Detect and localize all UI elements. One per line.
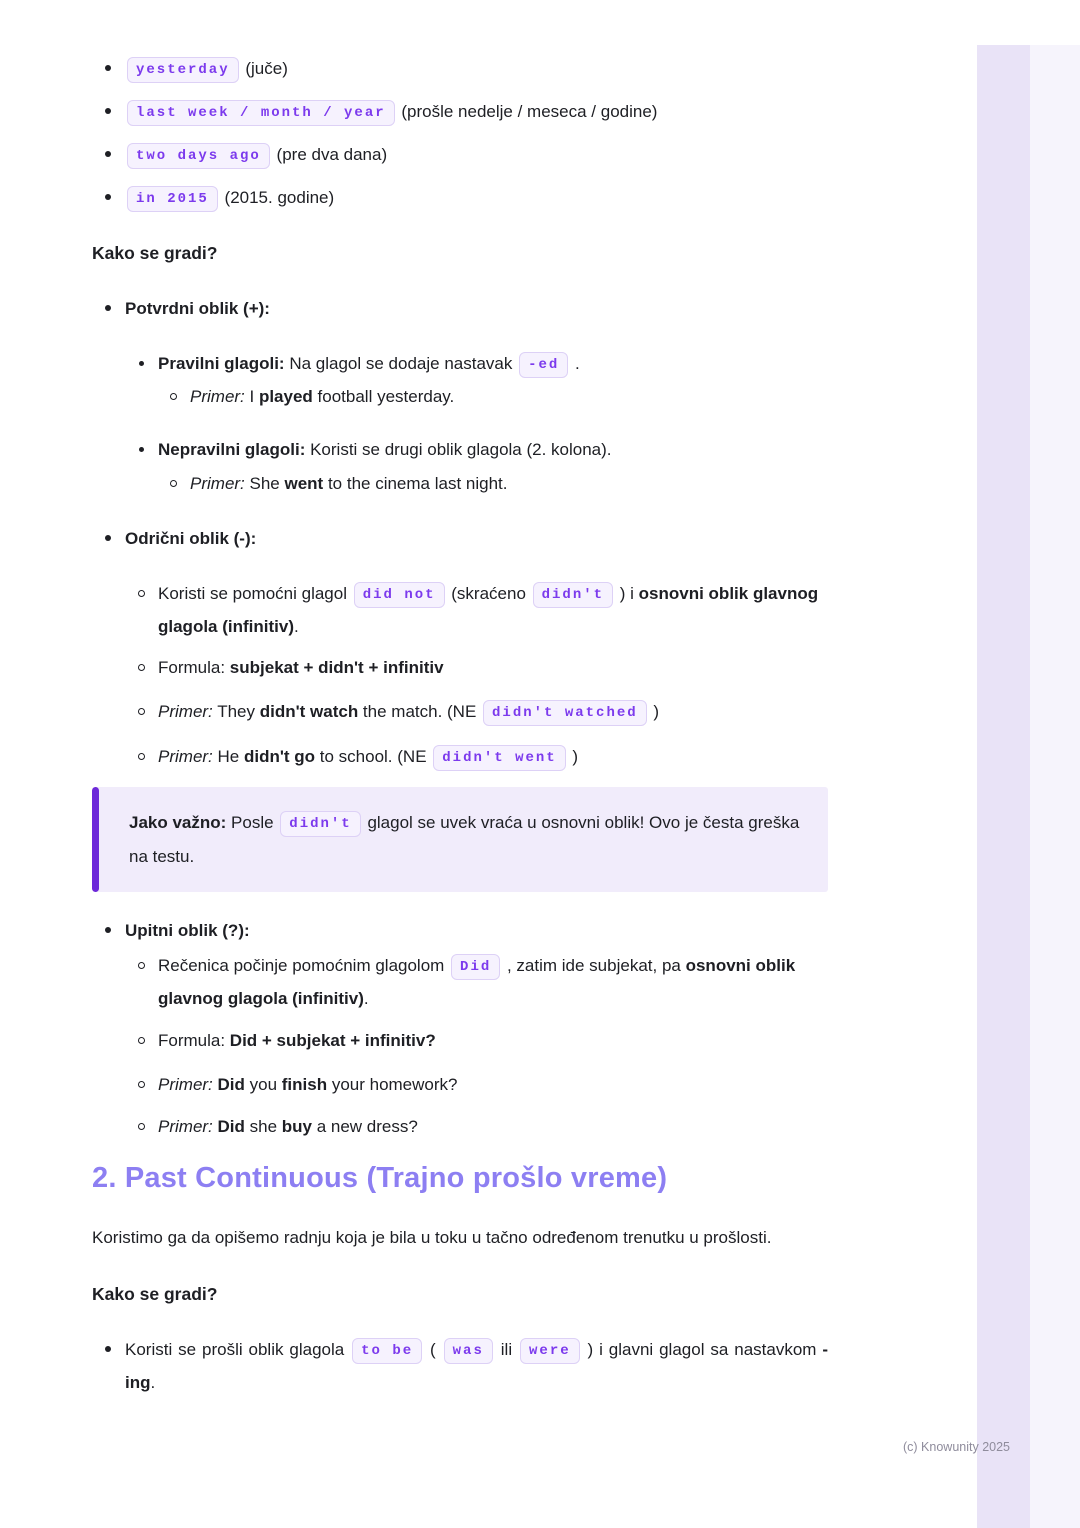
bullet-icon <box>105 151 111 157</box>
bullet-icon <box>105 194 111 200</box>
code-chip: didn't <box>533 582 613 608</box>
bullet-icon <box>139 447 144 452</box>
page-edge-strip <box>977 45 1030 1528</box>
circle-bullet-icon <box>170 393 177 400</box>
circle-bullet-icon <box>138 664 145 671</box>
document-page <box>92 52 828 1409</box>
code-chip: last week / month / year <box>127 100 395 126</box>
list-item <box>92 138 828 171</box>
example-label: Primer: <box>190 387 245 407</box>
negative-label: Odrični oblik (-): <box>125 528 257 548</box>
term-label: Pravilni glagoli: <box>158 353 285 373</box>
list-item <box>92 95 828 128</box>
code-chip: two days ago <box>127 143 270 169</box>
list-item-example: Primer: He didn't go to school. (NE didn't went ) <box>92 740 828 773</box>
past-continuous-intro: Koristimo ga da opišemo radnju koja je bila u toku u tačno određenom trenutku u prošlosti. <box>92 1227 772 1247</box>
list-item-label: (juče) <box>240 59 288 78</box>
list-item: Koristi se pomoćni glagol did not (skraćeno didn't ) i osnovni oblik glavnog glagola (infinitiv). <box>92 577 828 643</box>
example-label: Primer: <box>158 747 213 767</box>
watermark: (c) Knowunity 2025 <box>903 1440 1011 1454</box>
list-item-question <box>92 914 828 947</box>
important-note-callout: Jako važno: Posle didn't glagol se uvek vraća u osnovni oblik! Ovo je česta greška na testu. <box>92 787 828 891</box>
term-label: Nepravilni glagoli: <box>158 440 306 460</box>
circle-bullet-icon <box>170 480 177 487</box>
list-item-example: Primer: They didn't watch the match. (NE didn't watched ) <box>92 695 828 728</box>
section-heading-how-to-build-2: Kako se gradi? <box>92 1283 218 1304</box>
code-chip: was <box>444 1338 493 1364</box>
list-item-label: (prošle nedelje / meseca / godine) <box>396 102 658 122</box>
circle-bullet-icon <box>138 1081 145 1088</box>
bullet-icon <box>139 361 144 366</box>
list-item-example: Primer: I played football yesterday. <box>92 380 828 413</box>
list-item-regular-verbs: Pravilni glagoli: Na glagol se dodaje nastavak -ed . <box>92 347 828 380</box>
example-label: Primer: <box>158 1075 213 1095</box>
example-label: Primer: <box>190 474 245 494</box>
code-chip: to be <box>352 1338 422 1364</box>
code-chip: didn't <box>280 811 360 837</box>
code-chip: -ed <box>519 352 568 378</box>
list-item: Rečenica počinje pomoćnim glagolom Did , zatim ide subjekat, pa osnovni oblik glavnog glagola (infinitiv). <box>92 949 828 1015</box>
example-label: Primer: <box>158 702 213 722</box>
callout-label: Jako važno: <box>129 813 227 833</box>
bullet-icon <box>105 1346 111 1352</box>
page-edge-strip-outer <box>1030 45 1080 1528</box>
list-item-formula: Formula: Did + subjekat + infinitiv? <box>92 1024 828 1057</box>
circle-bullet-icon <box>138 708 145 715</box>
list-item-label: (2015. godine) <box>219 188 335 208</box>
circle-bullet-icon <box>138 1037 145 1044</box>
bullet-icon <box>105 927 111 933</box>
bullet-icon <box>105 305 111 311</box>
bullet-icon <box>105 65 111 71</box>
example-label: Primer: <box>158 1117 213 1137</box>
callout-accent-bar <box>92 787 99 891</box>
code-chip: Did <box>451 954 500 980</box>
time-markers-list <box>92 52 828 215</box>
code-chip: didn't went <box>433 745 565 771</box>
circle-bullet-icon <box>138 962 145 969</box>
list-item-example: Primer: She went to the cinema last night. <box>92 467 828 500</box>
code-chip: didn't watched <box>483 700 647 726</box>
code-chip: in 2015 <box>127 186 218 212</box>
affirmative-label: Potvrdni oblik (+): <box>125 298 270 318</box>
circle-bullet-icon <box>138 753 145 760</box>
question-label: Upitni oblik (?): <box>125 920 250 940</box>
list-item-formula: Formula: subjekat + didn't + infinitiv <box>92 651 828 684</box>
list-item-negative <box>92 522 828 555</box>
section-heading-past-continuous: 2. Past Continuous (Trajno prošlo vreme) <box>92 1162 668 1195</box>
list-item <box>92 52 828 85</box>
code-chip: did not <box>354 582 445 608</box>
list-item-irregular-verbs: Nepravilni glagoli: Koristi se drugi oblik glagola (2. kolona). <box>92 433 828 466</box>
list-item-affirmative <box>92 292 828 325</box>
list-item-label: (pre dva dana) <box>271 145 388 165</box>
circle-bullet-icon <box>138 590 145 597</box>
code-chip: were <box>520 1338 580 1364</box>
section-heading-how-to-build: Kako se gradi? <box>92 242 218 263</box>
bullet-icon <box>105 535 111 541</box>
list-item: Koristi se prošli oblik glagola to be ( was ili were ) i glavni glagol sa nastavkom -ing. <box>92 1333 828 1399</box>
list-item <box>92 181 828 214</box>
list-item-example: Primer: Did you finish your homework? <box>92 1068 828 1101</box>
circle-bullet-icon <box>138 1123 145 1130</box>
bullet-icon <box>105 108 111 114</box>
list-item-example: Primer: Did she buy a new dress? <box>92 1110 828 1143</box>
code-chip: yesterday <box>127 57 239 83</box>
